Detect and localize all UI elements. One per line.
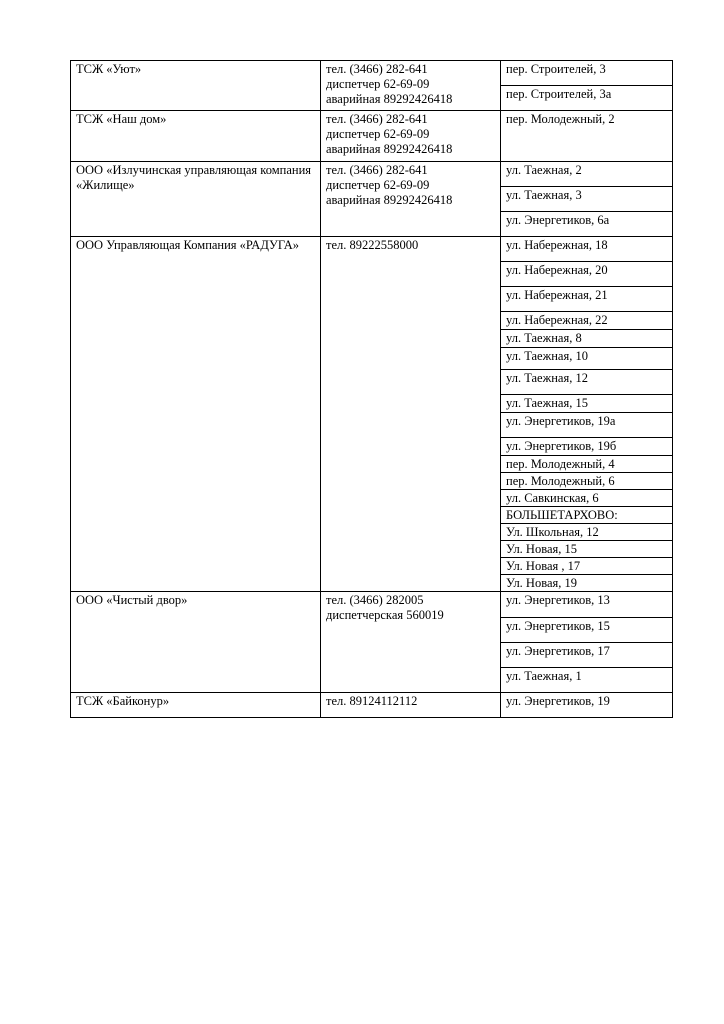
org-name: ООО «Излучинская управляющая компания «Жилище» bbox=[76, 163, 312, 192]
address-cell bbox=[501, 541, 673, 558]
address-cell bbox=[501, 438, 673, 456]
phone-line: диспетчер 62-69-09 bbox=[326, 77, 430, 91]
address: пер. Молодежный, 6 bbox=[506, 474, 615, 488]
address: пер. Строителей, 3а bbox=[506, 87, 612, 101]
table-row bbox=[71, 592, 673, 618]
contact-cell bbox=[321, 693, 501, 718]
address: пер. Молодежный, 4 bbox=[506, 457, 615, 471]
address: ул. Таежная, 3 bbox=[506, 188, 582, 202]
address-cell bbox=[501, 111, 673, 162]
address: ул. Таежная, 12 bbox=[506, 371, 588, 385]
address-cell bbox=[501, 262, 673, 287]
address-cell bbox=[501, 413, 673, 438]
org-name: ТСЖ «Байконур» bbox=[76, 694, 170, 708]
phone-line: диспетчерская 560019 bbox=[326, 608, 444, 622]
address: ул. Таежная, 15 bbox=[506, 396, 588, 410]
address: Ул. Школьная, 12 bbox=[506, 525, 599, 539]
table-row bbox=[71, 111, 673, 162]
address: ул. Таежная, 8 bbox=[506, 331, 582, 345]
table-row bbox=[71, 61, 673, 86]
table-row bbox=[71, 693, 673, 718]
org-name: ООО «Чистый двор» bbox=[76, 593, 188, 607]
address-cell bbox=[501, 212, 673, 237]
address-cell bbox=[501, 592, 673, 618]
address: БОЛЬШЕТАРХОВО: bbox=[506, 508, 618, 522]
address: ул. Энергетиков, 19 bbox=[506, 694, 610, 708]
address-cell bbox=[501, 395, 673, 413]
org-name: ТСЖ «Уют» bbox=[76, 62, 142, 76]
contact-cell bbox=[321, 237, 501, 592]
address: Ул. Новая, 15 bbox=[506, 542, 577, 556]
org-name-cell bbox=[71, 592, 321, 693]
org-name: ООО Управляющая Компания «РАДУГА» bbox=[76, 238, 299, 252]
org-name-cell bbox=[71, 111, 321, 162]
address: ул. Энергетиков, 19а bbox=[506, 414, 616, 428]
address-cell bbox=[501, 524, 673, 541]
org-name: ТСЖ «Наш дом» bbox=[76, 112, 167, 126]
address: ул. Таежная, 2 bbox=[506, 163, 582, 177]
phone-line: тел. (3466) 282-641 bbox=[326, 62, 428, 76]
org-name-cell bbox=[71, 162, 321, 237]
organizations-table-body bbox=[71, 61, 673, 718]
contact-cell bbox=[321, 111, 501, 162]
address: ул. Энергетиков, 19б bbox=[506, 439, 617, 453]
organizations-table bbox=[70, 60, 673, 718]
phone-line: диспетчер 62-69-09 bbox=[326, 178, 430, 192]
address-cell bbox=[501, 490, 673, 507]
address-cell bbox=[501, 287, 673, 312]
phone-line: аварийная 89292426418 bbox=[326, 92, 453, 106]
address: ул. Савкинская, 6 bbox=[506, 491, 599, 505]
address-cell bbox=[501, 575, 673, 592]
org-name-cell bbox=[71, 693, 321, 718]
address: ул. Энергетиков, 15 bbox=[506, 619, 610, 633]
phone-line: тел. 89124112112 bbox=[326, 694, 418, 708]
contact-cell bbox=[321, 162, 501, 237]
address: Ул. Новая , 17 bbox=[506, 559, 581, 573]
address-cell bbox=[501, 86, 673, 111]
address-cell bbox=[501, 312, 673, 330]
address-cell bbox=[501, 473, 673, 490]
phone-line: тел. (3466) 282-641 bbox=[326, 112, 428, 126]
phone-line: тел. (3466) 282005 bbox=[326, 593, 424, 607]
address: ул. Таежная, 1 bbox=[506, 669, 582, 683]
address: ул. Набережная, 21 bbox=[506, 288, 608, 302]
phone-line: аварийная 89292426418 bbox=[326, 193, 453, 207]
address-cell bbox=[501, 61, 673, 86]
address: Ул. Новая, 19 bbox=[506, 576, 577, 590]
address-cell bbox=[501, 370, 673, 395]
address-cell bbox=[501, 187, 673, 212]
address-cell bbox=[501, 507, 673, 524]
address: ул. Энергетиков, 6а bbox=[506, 213, 610, 227]
phone-line: тел. (3466) 282-641 bbox=[326, 163, 428, 177]
phone-line: диспетчер 62-69-09 bbox=[326, 127, 430, 141]
address: ул. Таежная, 10 bbox=[506, 349, 588, 363]
address-cell bbox=[501, 558, 673, 575]
address-cell bbox=[501, 643, 673, 668]
phone-line: тел. 89222558000 bbox=[326, 238, 419, 252]
org-name-cell bbox=[71, 237, 321, 592]
address-cell bbox=[501, 693, 673, 718]
address: пер. Молодежный, 2 bbox=[506, 112, 615, 126]
table-row bbox=[71, 162, 673, 187]
contact-cell bbox=[321, 61, 501, 111]
address-cell bbox=[501, 330, 673, 348]
table-row bbox=[71, 237, 673, 262]
address: ул. Энергетиков, 13 bbox=[506, 593, 610, 607]
address: ул. Набережная, 18 bbox=[506, 238, 608, 252]
org-name-cell bbox=[71, 61, 321, 111]
address-cell bbox=[501, 162, 673, 187]
address: ул. Энергетиков, 17 bbox=[506, 644, 610, 658]
address-cell bbox=[501, 456, 673, 473]
address-cell bbox=[501, 668, 673, 693]
contact-cell bbox=[321, 592, 501, 693]
address-cell bbox=[501, 237, 673, 262]
phone-line: аварийная 89292426418 bbox=[326, 142, 453, 156]
address-cell bbox=[501, 348, 673, 370]
address: пер. Строителей, 3 bbox=[506, 62, 606, 76]
address-cell bbox=[501, 618, 673, 643]
address: ул. Набережная, 20 bbox=[506, 263, 608, 277]
address: ул. Набережная, 22 bbox=[506, 313, 608, 327]
